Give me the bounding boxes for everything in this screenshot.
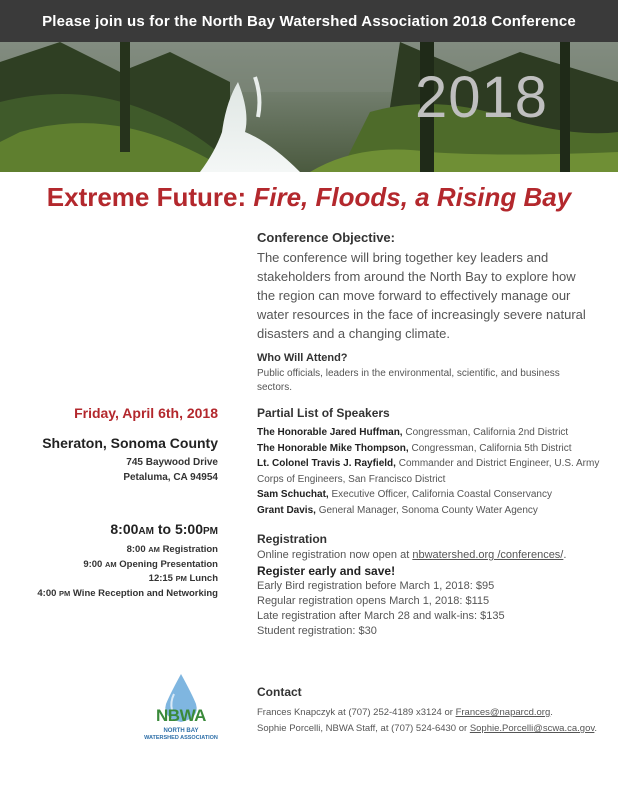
who-will-attend [257,352,577,395]
price-line: Late registration after March 28 and walk-ins: $135 [257,610,505,622]
time-range [0,521,218,537]
speaker-role: Congressman, California 2nd District [402,427,569,438]
logo-acronym: NBWA [156,706,206,725]
speaker-item [257,425,602,441]
logo-line1: NORTH BAY [163,728,199,734]
time-start: 8:00 [110,521,139,537]
speaker-role: Executive Officer, California Coastal Conservancy [328,489,552,500]
objective-text: The conference will bring together key leaders and stakeholders from around the North Bay to explore how the region can move forward to effectively manage our water resources in the face of increasingly severe natural disasters and a changing climate. [257,250,586,341]
schedule-row [0,587,218,602]
headline-plain: Extreme Future: [46,182,254,212]
speaker-name: Sam Schuchat, [257,489,329,500]
speaker-item [257,503,602,519]
schedule-ampm: AM [104,559,117,569]
contact-email-link[interactable]: Sophie.Porcelli@scwa.ca.gov [469,723,595,734]
contact-line [257,705,602,721]
conference-objective [257,230,597,343]
online-end: . [563,549,567,561]
objective-title: Conference Objective: [257,230,395,245]
year-overlay: 2018 [414,65,548,130]
schedule-row [0,543,218,558]
event-date: Friday, April 6th, 2018 [74,405,218,421]
logo-line2: WATERSHED ASSOCIATION [144,735,218,741]
speaker-item [257,487,602,503]
invite-text: Please join us for the North Bay Watershed Association 2018 Conference [42,12,576,30]
top-banner [0,0,618,42]
contact-title: Contact [257,685,302,699]
schedule-row [0,572,218,587]
contact-line [257,721,602,737]
registration-title: Registration [257,532,328,546]
headline [0,182,618,213]
speaker-role: Congressman, California 5th District [408,442,572,454]
speaker-item [257,456,602,487]
contact-period: . [594,723,598,734]
venue-name: Sheraton, Sonoma County [42,435,218,451]
online-text: Online registration now open at [257,549,413,561]
headline-italic: Fire, Floods, a Rising Bay [253,182,572,212]
speaker-role: Commander and District Engineer, U.S. Army Corps of Engineers, San Francisco District [257,458,600,485]
schedule-ampm: PM [175,574,187,583]
registration-link[interactable]: nbwatershed.org /conferences/ [412,549,564,561]
time-end: to 5:00 [153,521,203,537]
schedule-time: 9:00 [83,558,103,570]
schedule-item: Opening Presentation [119,558,218,570]
speaker-role: General Manager, Sonoma County Water Agency [315,504,538,516]
contact-email-link[interactable]: Frances@naparcd.org [455,707,551,718]
speaker-name: Lt. Colonel Travis J. Rayfield, [257,458,396,469]
schedule-time: 8:00 [126,544,146,555]
hero-photo [0,42,618,172]
event-schedule [0,521,218,601]
speaker-name: The Honorable Mike Thompson, [257,442,409,454]
schedule-item: Wine Reception and Networking [72,587,218,599]
speakers-list [257,406,602,518]
speaker-item [257,441,602,457]
venue-street: 745 Baywood Drive [126,457,218,468]
schedule-item: Registration [162,544,218,555]
venue-city: Petaluma, CA 94954 [123,472,218,483]
speakers-title: Partial List of Speakers [257,406,390,420]
schedule-item: Lunch [189,573,218,584]
schedule-time: 4:00 [37,587,57,599]
contact-section [257,685,602,737]
speaker-name: The Honorable Jared Huffman, [257,427,403,438]
contact-period: . [550,707,553,718]
time-ampm: PM [203,526,218,537]
registration-section [257,532,602,639]
contact-text: Sophie Porcelli, NBWA Staff, at (707) 524-6430 or [257,723,470,734]
schedule-ampm: PM [59,588,71,598]
contact-text: Frances Knapczyk at (707) 252-4189 x3124 or [257,707,456,718]
speaker-name: Grant Davis, [257,504,316,516]
price-line: Student registration: $30 [257,625,377,637]
attend-title: Who Will Attend? [257,352,348,364]
schedule-ampm: AM [148,545,160,554]
online-registration [257,548,602,563]
price-line: Regular registration opens March 1, 2018: $115 [257,595,490,607]
time-ampm: AM [138,526,154,537]
nbwa-logo [140,672,222,752]
early-title: Register early and save! [257,564,396,578]
schedule-row [0,558,218,573]
event-venue [0,435,218,485]
price-line: Early Bird registration before March 1, 2018: $95 [257,580,495,592]
schedule-time: 12:15 [148,573,173,584]
attend-text: Public officials, leaders in the environmental, scientific, and business sectors. [257,368,560,393]
